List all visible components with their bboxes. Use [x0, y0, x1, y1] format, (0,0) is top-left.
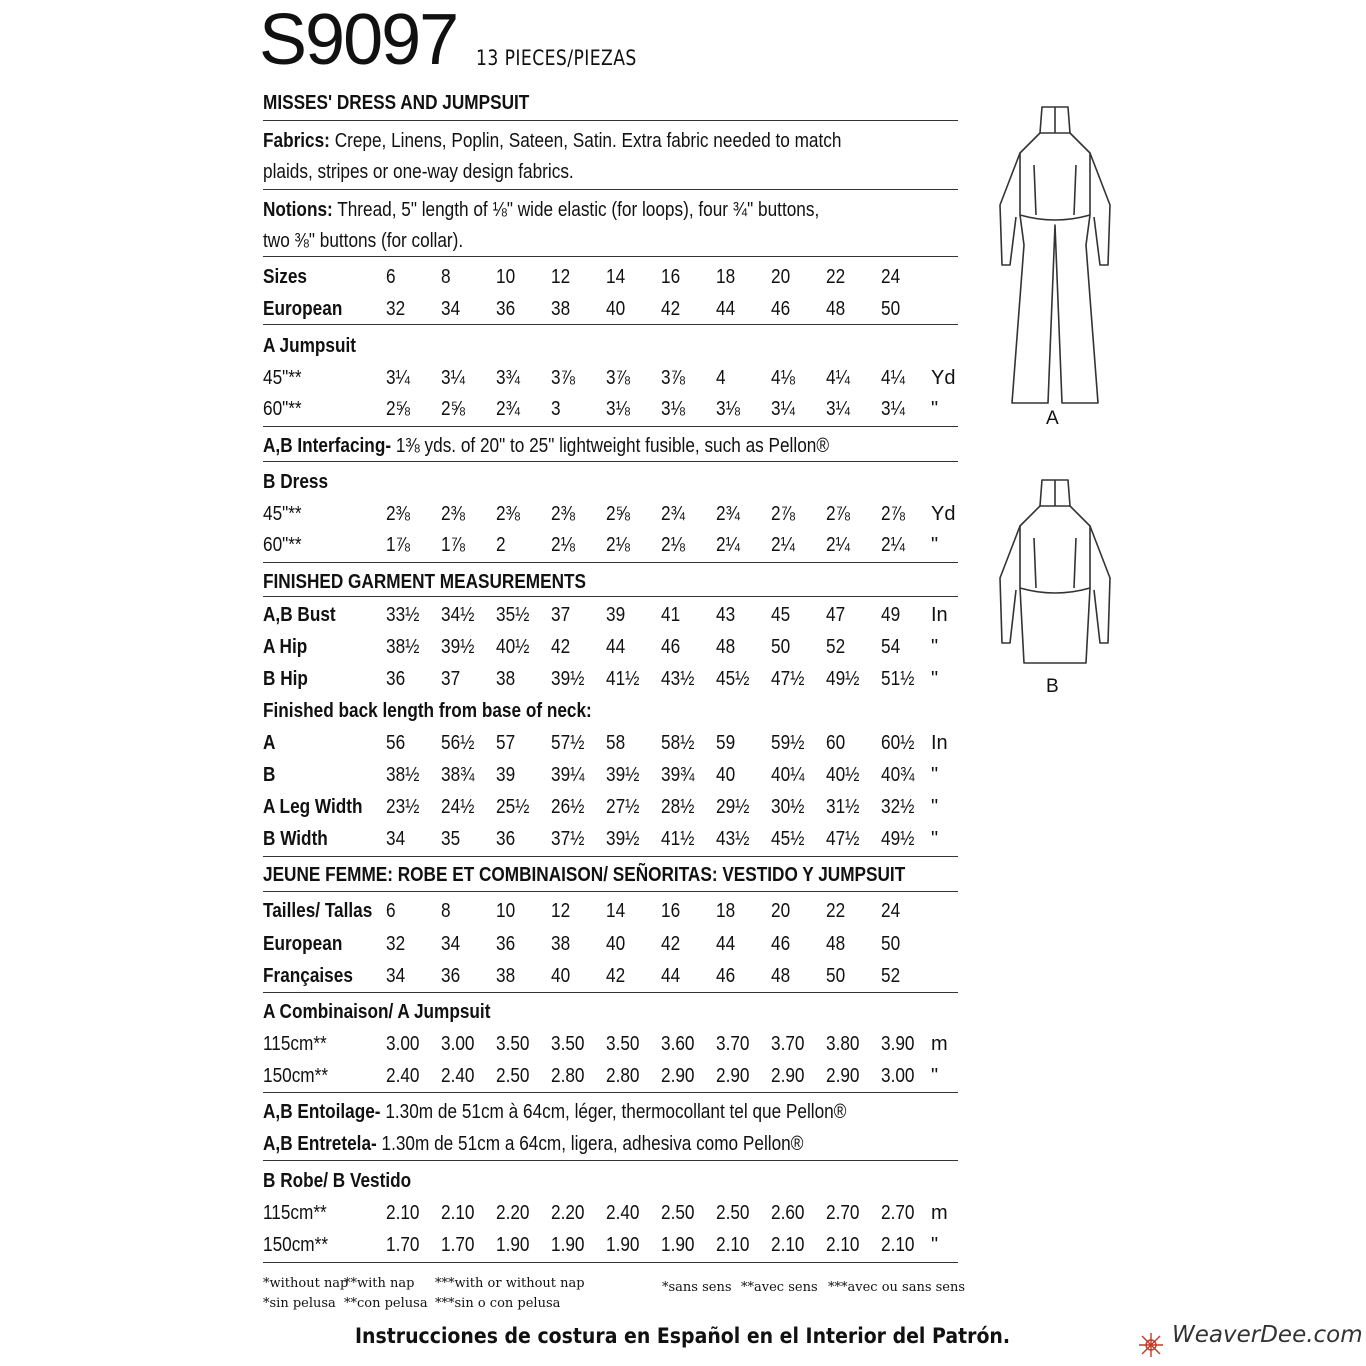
- value-cell: 39½: [606, 828, 640, 850]
- value-cell: 35½: [496, 604, 530, 626]
- value-cell: 60: [826, 732, 846, 754]
- value-cell: 2⅞: [771, 503, 795, 525]
- robe-150-row: 150cm** " 1.70 1.70 1.90 1.90 1.90 1.90 2.10 2.10 2.10 2.10: [263, 1230, 963, 1260]
- value-cell: 40: [716, 764, 736, 786]
- value-cell: 38: [551, 298, 571, 320]
- value-cell: 3: [551, 398, 561, 420]
- value-cell: 1⅞: [386, 534, 410, 556]
- value-cell: 38: [551, 933, 571, 955]
- value-cell: 45½: [771, 828, 805, 850]
- back-b-row: B " 38½ 38¾ 39 39¼ 39½ 39¾ 40 40¼ 40½ 40¾: [263, 760, 963, 790]
- value-cell: 49½: [826, 668, 860, 690]
- jumpsuit-view-a-illustration: [990, 105, 1120, 405]
- value-cell: 2⅛: [661, 534, 685, 556]
- jumpsuit-heading: A Jumpsuit: [263, 335, 357, 357]
- value-cell: 41½: [606, 668, 640, 690]
- value-cell: 3.00: [441, 1033, 475, 1055]
- value-cell: 30½: [771, 796, 805, 818]
- value-cell: 6: [386, 900, 396, 922]
- value-cell: 2⅜: [551, 503, 575, 525]
- value-cell: 49½: [881, 828, 915, 850]
- value-cell: 3.70: [771, 1033, 805, 1055]
- value-cell: 40¼: [771, 764, 805, 786]
- value-cell: 4¼: [826, 367, 850, 389]
- value-cell: 2.90: [771, 1065, 805, 1087]
- value-cell: 28½: [661, 796, 695, 818]
- value-cell: 40½: [826, 764, 860, 786]
- value-cell: 2.70: [881, 1202, 915, 1224]
- footnote-fr-3: ***avec ou sans sens: [828, 1280, 966, 1295]
- value-cell: 3¼: [386, 367, 410, 389]
- leg-width-row: A Leg Width " 23½ 24½ 25½ 26½ 27½ 28½ 29½ 30½ 31½ 32½: [263, 792, 963, 822]
- value-cell: 2.10: [441, 1202, 475, 1224]
- entretela-line: A,B Entretela- 1.30m de 51cm a 64cm, ligera, adhesiva como Pellon®: [263, 1133, 804, 1155]
- fabrics-label: Fabrics:: [263, 130, 330, 152]
- value-cell: 4: [716, 367, 726, 389]
- divider: [263, 1262, 958, 1263]
- value-cell: 31½: [826, 796, 860, 818]
- value-cell: 38½: [386, 636, 420, 658]
- metric-european-row: European 32 34 36 38 40 42 44 46 48 50: [263, 929, 963, 959]
- value-cell: 39¼: [551, 764, 585, 786]
- value-cell: 3.50: [551, 1033, 585, 1055]
- brand-watermark: WeaverDee.com: [1172, 1322, 1363, 1348]
- value-cell: 34½: [441, 604, 475, 626]
- value-cell: 34: [386, 828, 406, 850]
- value-cell: 50: [826, 965, 846, 987]
- value-cell: 50: [771, 636, 791, 658]
- combinaison-heading: A Combinaison/ A Jumpsuit: [263, 1001, 491, 1023]
- spanish-instructions-note: Instrucciones de costura en Español en el Interior del Patrón.: [355, 1324, 1011, 1348]
- notions-line-1: Notions: Thread, 5" length of ⅛" wide elastic (for loops), four ¾" buttons,: [263, 199, 820, 221]
- finished-heading: FINISHED GARMENT MEASUREMENTS: [263, 571, 586, 593]
- fabrics-line-2: plaids, stripes or one-way design fabrics.: [263, 161, 574, 183]
- value-cell: 24½: [441, 796, 475, 818]
- value-cell: 2.70: [826, 1202, 860, 1224]
- value-cell: 4⅛: [771, 367, 795, 389]
- value-cell: 1.70: [441, 1234, 475, 1256]
- value-cell: 37: [441, 668, 461, 690]
- divider: [263, 189, 958, 190]
- value-cell: 36: [496, 933, 516, 955]
- value-cell: 54: [881, 636, 901, 658]
- footnote-fr-2: **avec sens: [741, 1280, 818, 1295]
- footnote-es-3: ***sin o con pelusa: [435, 1296, 561, 1311]
- value-cell: 22: [826, 900, 846, 922]
- divider: [263, 256, 958, 257]
- combinaison-150-row: 150cm** " 2.40 2.40 2.50 2.80 2.80 2.90 2.90 2.90 2.90 3.00: [263, 1061, 963, 1091]
- value-cell: 39½: [551, 668, 585, 690]
- value-cell: 43: [716, 604, 736, 626]
- value-cell: 37½: [551, 828, 585, 850]
- value-cell: 33½: [386, 604, 420, 626]
- dress-45-row: 45"** Yd 2⅜ 2⅜ 2⅜ 2⅜ 2⅝ 2¾ 2¾ 2⅞ 2⅞ 2⅞: [263, 499, 963, 529]
- robe-115-row: 115cm** m 2.10 2.10 2.20 2.20 2.40 2.50 2.50 2.60 2.70 2.70: [263, 1198, 963, 1228]
- bust-row: A,B Bust In 33½ 34½ 35½ 37 39 41 43 45 47 49: [263, 600, 963, 630]
- fabrics-line-1: Fabrics: Crepe, Linens, Poplin, Sateen, Satin. Extra fabric needed to match: [263, 130, 842, 152]
- value-cell: 50: [881, 933, 901, 955]
- sizes-row: Sizes 6 8 10 12 14 16 18 20 22 24: [263, 262, 963, 292]
- value-cell: 2.10: [881, 1234, 915, 1256]
- value-cell: 3¼: [771, 398, 795, 420]
- footnote-es-2: **con pelusa: [344, 1296, 428, 1311]
- back-a-row: A In 56 56½ 57 57½ 58 58½ 59 59½ 60 60½: [263, 728, 963, 758]
- divider: [263, 324, 958, 325]
- value-cell: 3.50: [496, 1033, 530, 1055]
- pattern-title: MISSES' DRESS AND JUMPSUIT: [263, 92, 530, 114]
- interfacing-line: A,B Interfacing- 1⅜ yds. of 20" to 25" lightweight fusible, such as Pellon®: [263, 435, 830, 457]
- value-cell: 2¾: [496, 398, 520, 420]
- divider: [263, 596, 958, 597]
- divider: [263, 562, 958, 563]
- value-cell: 4¼: [881, 367, 905, 389]
- value-cell: 3⅞: [551, 367, 575, 389]
- value-cell: 8: [441, 266, 451, 288]
- value-cell: 3.60: [661, 1033, 695, 1055]
- value-cell: 3⅛: [606, 398, 630, 420]
- entoilage-line: A,B Entoilage- 1.30m de 51cm à 64cm, léger, thermocollant tel que Pellon®: [263, 1101, 847, 1123]
- value-cell: 3¼: [826, 398, 850, 420]
- value-cell: 2.10: [386, 1202, 420, 1224]
- value-cell: 29½: [716, 796, 750, 818]
- value-cell: 18: [716, 900, 736, 922]
- value-cell: 1⅞: [441, 534, 465, 556]
- value-cell: 32: [386, 933, 406, 955]
- value-cell: 38¾: [441, 764, 475, 786]
- divider: [263, 992, 958, 993]
- value-cell: 3.00: [881, 1065, 915, 1087]
- value-cell: 39¾: [661, 764, 695, 786]
- value-cell: 1.70: [386, 1234, 420, 1256]
- value-cell: 14: [606, 900, 626, 922]
- value-cell: 44: [606, 636, 626, 658]
- value-cell: 2¼: [771, 534, 795, 556]
- back-length-heading: Finished back length from base of neck:: [263, 700, 592, 722]
- value-cell: 1.90: [496, 1234, 530, 1256]
- value-cell: 24: [881, 900, 901, 922]
- divider: [263, 856, 958, 857]
- value-cell: 3.80: [826, 1033, 860, 1055]
- value-cell: 40: [551, 965, 571, 987]
- combinaison-115-row: 115cm** m 3.00 3.00 3.50 3.50 3.50 3.60 3.70 3.70 3.80 3.90: [263, 1029, 963, 1059]
- value-cell: 18: [716, 266, 736, 288]
- value-cell: 2.50: [716, 1202, 750, 1224]
- value-cell: 32½: [881, 796, 915, 818]
- value-cell: 22: [826, 266, 846, 288]
- a-hip-row: A Hip " 38½ 39½ 40½ 42 44 46 48 50 52 54: [263, 632, 963, 662]
- value-cell: 2⅞: [826, 503, 850, 525]
- value-cell: 44: [661, 965, 681, 987]
- value-cell: 12: [551, 266, 571, 288]
- value-cell: 52: [881, 965, 901, 987]
- value-cell: 38: [496, 965, 516, 987]
- value-cell: 10: [496, 900, 516, 922]
- value-cell: 2¾: [716, 503, 740, 525]
- value-cell: 2: [496, 534, 506, 556]
- value-cell: 2.50: [661, 1202, 695, 1224]
- value-cell: 2.60: [771, 1202, 805, 1224]
- value-cell: 2.10: [716, 1234, 750, 1256]
- value-cell: 37: [551, 604, 571, 626]
- value-cell: 16: [661, 266, 681, 288]
- value-cell: 44: [716, 298, 736, 320]
- value-cell: 2⅜: [496, 503, 520, 525]
- value-cell: 2.20: [496, 1202, 530, 1224]
- value-cell: 3¼: [441, 367, 465, 389]
- view-a-label: A: [1046, 408, 1059, 429]
- value-cell: 1.90: [551, 1234, 585, 1256]
- divider: [263, 426, 958, 427]
- value-cell: 3.50: [606, 1033, 640, 1055]
- value-cell: 48: [771, 965, 791, 987]
- value-cell: 2.90: [826, 1065, 860, 1087]
- footnote-en-3: ***with or without nap: [435, 1276, 585, 1291]
- value-cell: 48: [826, 933, 846, 955]
- value-cell: 2⅜: [441, 503, 465, 525]
- view-b-label: B: [1046, 676, 1059, 697]
- value-cell: 2¼: [826, 534, 850, 556]
- value-cell: 23½: [386, 796, 420, 818]
- dress-view-b-illustration: [990, 478, 1120, 668]
- value-cell: 2.40: [606, 1202, 640, 1224]
- value-cell: 43½: [661, 668, 695, 690]
- value-cell: 39: [496, 764, 516, 786]
- dress-60-row: 60"** " 1⅞ 1⅞ 2 2⅛ 2⅛ 2⅛ 2¼ 2¼ 2¼ 2¼: [263, 530, 963, 560]
- jumpsuit-45-row: 45"** Yd 3¼ 3¼ 3¾ 3⅞ 3⅞ 3⅞ 4 4⅛ 4¼ 4¼: [263, 363, 963, 393]
- value-cell: 20: [771, 266, 791, 288]
- value-cell: 36: [386, 668, 406, 690]
- value-cell: 2.10: [826, 1234, 860, 1256]
- value-cell: 2¾: [661, 503, 685, 525]
- value-cell: 45: [771, 604, 791, 626]
- value-cell: 50: [881, 298, 901, 320]
- value-cell: 2.40: [386, 1065, 420, 1087]
- value-cell: 3⅛: [716, 398, 740, 420]
- value-cell: 47: [826, 604, 846, 626]
- european-sizes-row: European 32 34 36 38 40 42 44 46 48 50: [263, 294, 963, 324]
- value-cell: 44: [716, 933, 736, 955]
- value-cell: 39½: [441, 636, 475, 658]
- francaises-row: Françaises 34 36 38 40 42 44 46 48 50 52: [263, 961, 963, 991]
- value-cell: 41: [661, 604, 681, 626]
- value-cell: 6: [386, 266, 396, 288]
- value-cell: 3⅞: [661, 367, 685, 389]
- value-cell: 39: [606, 604, 626, 626]
- value-cell: 42: [661, 298, 681, 320]
- value-cell: 2.50: [496, 1065, 530, 1087]
- value-cell: 36: [441, 965, 461, 987]
- value-cell: 10: [496, 266, 516, 288]
- value-cell: 3.00: [386, 1033, 420, 1055]
- value-cell: 1.90: [661, 1234, 695, 1256]
- value-cell: 42: [606, 965, 626, 987]
- value-cell: 49: [881, 604, 901, 626]
- value-cell: 60½: [881, 732, 915, 754]
- value-cell: 3⅛: [661, 398, 685, 420]
- value-cell: 42: [661, 933, 681, 955]
- value-cell: 12: [551, 900, 571, 922]
- value-cell: 2.20: [551, 1202, 585, 1224]
- dress-heading: B Dress: [263, 471, 329, 493]
- value-cell: 2⅝: [441, 398, 465, 420]
- value-cell: 57: [496, 732, 516, 754]
- value-cell: 1.90: [606, 1234, 640, 1256]
- value-cell: 2⅝: [606, 503, 630, 525]
- value-cell: 38: [496, 668, 516, 690]
- value-cell: 3¼: [881, 398, 905, 420]
- value-cell: 2.80: [606, 1065, 640, 1087]
- value-cell: 3.70: [716, 1033, 750, 1055]
- value-cell: 43½: [716, 828, 750, 850]
- value-cell: 34: [441, 933, 461, 955]
- value-cell: 46: [716, 965, 736, 987]
- value-cell: 51½: [881, 668, 915, 690]
- weaverdee-logo-icon: [1134, 1330, 1168, 1360]
- value-cell: 2.40: [441, 1065, 475, 1087]
- tailles-row: Tailles/ Tallas 6 8 10 12 14 16 18 20 22 24: [263, 896, 963, 926]
- value-cell: 40½: [496, 636, 530, 658]
- divider: [263, 461, 958, 462]
- notions-line-2: two ⅜" buttons (for collar).: [263, 230, 464, 252]
- value-cell: 2¼: [716, 534, 740, 556]
- value-cell: 8: [441, 900, 451, 922]
- value-cell: 59½: [771, 732, 805, 754]
- value-cell: 2.90: [716, 1065, 750, 1087]
- value-cell: 2.90: [661, 1065, 695, 1087]
- b-hip-row: B Hip " 36 37 38 39½ 41½ 43½ 45½ 47½ 49½ 51½: [263, 664, 963, 694]
- divider: [263, 1092, 958, 1093]
- value-cell: 59: [716, 732, 736, 754]
- value-cell: 32: [386, 298, 406, 320]
- value-cell: 36: [496, 298, 516, 320]
- divider: [263, 891, 958, 892]
- value-cell: 57½: [551, 732, 585, 754]
- footnote-es-1: *sin pelusa: [263, 1296, 336, 1311]
- value-cell: 2⅜: [386, 503, 410, 525]
- value-cell: 46: [771, 933, 791, 955]
- value-cell: 58½: [661, 732, 695, 754]
- value-cell: 3⅞: [606, 367, 630, 389]
- value-cell: 47½: [771, 668, 805, 690]
- footnote-fr-1: *sans sens: [662, 1280, 732, 1295]
- value-cell: 25½: [496, 796, 530, 818]
- value-cell: 14: [606, 266, 626, 288]
- value-cell: 42: [551, 636, 571, 658]
- b-width-row: B Width " 34 35 36 37½ 39½ 41½ 43½ 45½ 47½ 49½: [263, 824, 963, 854]
- value-cell: 58: [606, 732, 626, 754]
- value-cell: 35: [441, 828, 461, 850]
- value-cell: 40: [606, 298, 626, 320]
- value-cell: 48: [826, 298, 846, 320]
- value-cell: 56: [386, 732, 406, 754]
- value-cell: 38½: [386, 764, 420, 786]
- value-cell: 24: [881, 266, 901, 288]
- value-cell: 56½: [441, 732, 475, 754]
- value-cell: 48: [716, 636, 736, 658]
- value-cell: 2⅞: [881, 503, 905, 525]
- value-cell: 2¼: [881, 534, 905, 556]
- value-cell: 36: [496, 828, 516, 850]
- value-cell: 2⅛: [606, 534, 630, 556]
- value-cell: 46: [771, 298, 791, 320]
- value-cell: 41½: [661, 828, 695, 850]
- value-cell: 34: [441, 298, 461, 320]
- divider: [263, 1160, 958, 1161]
- value-cell: 45½: [716, 668, 750, 690]
- value-cell: 2⅝: [386, 398, 410, 420]
- value-cell: 3¾: [496, 367, 520, 389]
- value-cell: 52: [826, 636, 846, 658]
- value-cell: 39½: [606, 764, 640, 786]
- value-cell: 3.90: [881, 1033, 915, 1055]
- robe-heading: B Robe/ B Vestido: [263, 1170, 412, 1192]
- value-cell: 40: [606, 933, 626, 955]
- value-cell: 20: [771, 900, 791, 922]
- value-cell: 2.10: [771, 1234, 805, 1256]
- footnote-en-1: *without nap: [263, 1276, 349, 1291]
- pattern-number: S9097: [259, 0, 458, 80]
- translation-title: JEUNE FEMME: ROBE ET COMBINAISON/ SEÑORITAS: VESTIDO Y JUMPSUIT: [263, 864, 906, 886]
- value-cell: 16: [661, 900, 681, 922]
- value-cell: 2.80: [551, 1065, 585, 1087]
- value-cell: 26½: [551, 796, 585, 818]
- jumpsuit-60-row: 60"** " 2⅝ 2⅝ 2¾ 3 3⅛ 3⅛ 3⅛ 3¼ 3¼ 3¼: [263, 394, 963, 424]
- value-cell: 2⅛: [551, 534, 575, 556]
- piece-count: 13 PIECES/PIEZAS: [476, 46, 637, 70]
- value-cell: 34: [386, 965, 406, 987]
- divider: [263, 120, 958, 121]
- value-cell: 27½: [606, 796, 640, 818]
- value-cell: 47½: [826, 828, 860, 850]
- notions-label: Notions:: [263, 199, 333, 221]
- footnote-en-2: **with nap: [344, 1276, 415, 1291]
- value-cell: 40¾: [881, 764, 915, 786]
- value-cell: 46: [661, 636, 681, 658]
